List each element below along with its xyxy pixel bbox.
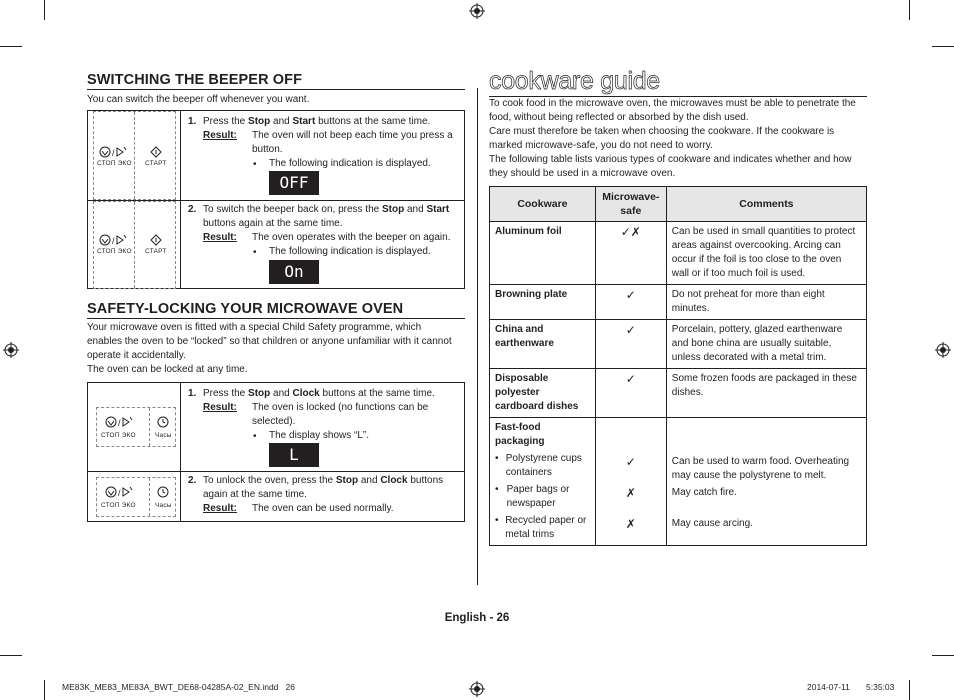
stop-eco-icon [105,486,135,498]
step-instruction: Press the Stop and Clock buttons at the same time. [203,388,435,399]
list-item: • Polystyrene cups containers [495,453,582,478]
step-number: 2. [188,475,197,486]
safety-intro-2: The oven can be locked at any time. [87,364,248,375]
crop-mark [932,46,954,47]
comment-cell [666,418,866,546]
column-header: Microwave-safe [595,187,666,222]
cookware-name: Aluminum foil [490,222,596,285]
cookware-name: Browning plate [490,285,596,320]
cookware-comment: Do not preheat for more than eight minutes. [666,285,866,320]
cookware-guide-title: cookware guide [489,66,867,97]
stop-eco-label: СТОП ЭКО [97,248,132,255]
result-label: Result: [203,503,237,514]
cookware-comment: Some frozen foods are packaged in these dishes. [666,369,866,418]
svg-text:/: / [112,236,115,246]
cookware-name: Disposable polyester cardboard dishes [490,369,596,418]
cookware-comment: May cause arcing. [671,518,753,529]
beeper-section-title: SWITCHING THE BEEPER OFF [87,72,465,90]
registration-mark-icon [469,3,485,19]
crop-mark [0,655,22,656]
table-row [490,320,867,369]
table-row [490,418,867,546]
footer-date: 2014-07-11 [807,682,850,692]
result-label: Result: [203,402,237,413]
step-instruction: To switch the beeper back on, press the Stop and Start buttons again at the same time. [203,204,450,229]
result-text: The oven is locked (no functions can be selected). [252,402,429,427]
cookware-name: Fast-food packaging [495,422,545,447]
safety-intro: Your microwave oven is fitted with a special Child Safety programme, which enables the oven to be “locked” so that children or anyone unfamiliar with it cannot operate it accidentally. [87,322,452,361]
safe-mark: ✗ [625,486,636,500]
display-indicator: L [269,443,319,467]
safe-mark-cell [595,418,666,546]
safe-mark: ✓✗ [595,222,666,285]
crop-mark [44,0,45,20]
column-divider [477,88,478,585]
clock-icon [157,486,169,498]
registration-mark-icon [3,342,19,358]
safe-mark: ✓ [595,285,666,320]
table-row [490,222,867,285]
stop-eco-icon [105,416,135,428]
start-icon [150,234,162,246]
step-instruction: Press the Stop and Start buttons at the same time. [203,116,431,127]
safety-section-title: SAFETY-LOCKING YOUR MICROWAVE OVEN [87,301,465,319]
cookware-comment: Can be used to warm food. Overheating may cause the polystyrene to melt. [671,456,850,481]
bullet-text: The display shows “L”. [269,430,370,441]
bullet-dot: • [253,247,257,258]
result-text: The oven will not beep each time you press a button. [252,130,453,155]
footer-filename: ME83K_ME83_ME83A_BWT_DE68-04285A-02_EN.indd 26 [62,682,295,692]
list-item: • Recycled paper or metal trims [495,515,587,540]
cookware-name: China and earthenware [490,320,596,369]
footer-time: 5:35:03 [866,682,895,692]
stop-eco-icon [99,146,129,158]
svg-text:/: / [112,148,115,158]
page-number: English - 26 [444,612,510,624]
step-number: 1. [188,116,197,127]
clock-icon [157,416,169,428]
display-indicator: On [269,260,319,284]
cookware-comment: Porcelain, pottery, glazed earthenware and bone china are usually suitable, unless decorated with a metal trim. [666,320,866,369]
column-header: Comments [666,187,866,222]
safety-steps-box [87,382,465,522]
table-row [490,285,867,320]
crop-mark [44,680,45,700]
button-panel [93,111,176,200]
clock-label: Часы [155,502,172,509]
display-indicator: OFF [269,171,319,195]
column-header: Cookware [490,187,596,222]
stop-eco-icon [99,234,129,246]
crop-mark [0,46,22,47]
beeper-steps-box [87,110,465,289]
crop-mark [909,0,910,20]
result-text: The oven operates with the beeper on again. [252,232,451,243]
registration-mark-icon [469,681,485,697]
cookware-comment: Can be used in small quantities to protect areas against overcooking. Arcing can occur if the foil is too close to the oven wall or if too much foil is used. [666,222,866,285]
bullet-text: The following indication is displayed. [269,246,431,257]
table-header-row [490,187,867,222]
guide-paragraph: Care must therefore be taken when choosing the cookware. If the cookware is marked microwave-safe, you do not need to worry. [489,126,835,151]
cookware-comment: May catch fire. [671,487,737,498]
crop-mark [932,655,954,656]
cookware-table [489,186,867,546]
guide-paragraph: To cook food in the microwave oven, the microwaves must be able to penetrate the food, without being reflected or absorbed by the dish used. [489,98,856,123]
beeper-intro: You can switch the beeper off whenever you want. [87,94,310,105]
result-text: The oven can be used normally. [252,503,394,514]
start-icon [150,146,162,158]
bullet-dot: • [253,431,257,442]
svg-text:/: / [118,418,121,428]
safe-mark: ✓ [595,320,666,369]
button-panel [96,477,176,517]
list-item: • Paper bags or newspaper [495,484,570,509]
safe-mark: ✗ [625,517,636,531]
step-number: 1. [188,388,197,399]
start-label: СТАРТ [145,160,167,167]
bullet-text: The following indication is displayed. [269,158,431,169]
stop-eco-label: СТОП ЭКО [101,432,136,439]
result-label: Result: [203,130,237,141]
svg-text:/: / [118,488,121,498]
fastfood-cell [490,418,596,546]
step-instruction: To unlock the oven, press the Stop and Clock buttons again at the same time. [203,475,444,500]
table-row [490,369,867,418]
registration-mark-icon [935,342,951,358]
stop-eco-label: СТОП ЭКО [97,160,132,167]
bullet-dot: • [253,159,257,170]
button-panel [93,201,176,289]
guide-paragraph: The following table lists various types of cookware and indicates whether and how they should be used in a microwave oven. [489,154,852,179]
result-label: Result: [203,232,237,243]
button-panel [96,407,176,447]
safe-mark: ✓ [625,455,636,469]
clock-label: Часы [155,432,172,439]
start-label: СТАРТ [145,248,167,255]
stop-eco-label: СТОП ЭКО [101,502,136,509]
safe-mark: ✓ [595,369,666,418]
step-number: 2. [188,204,197,215]
crop-mark [909,680,910,700]
